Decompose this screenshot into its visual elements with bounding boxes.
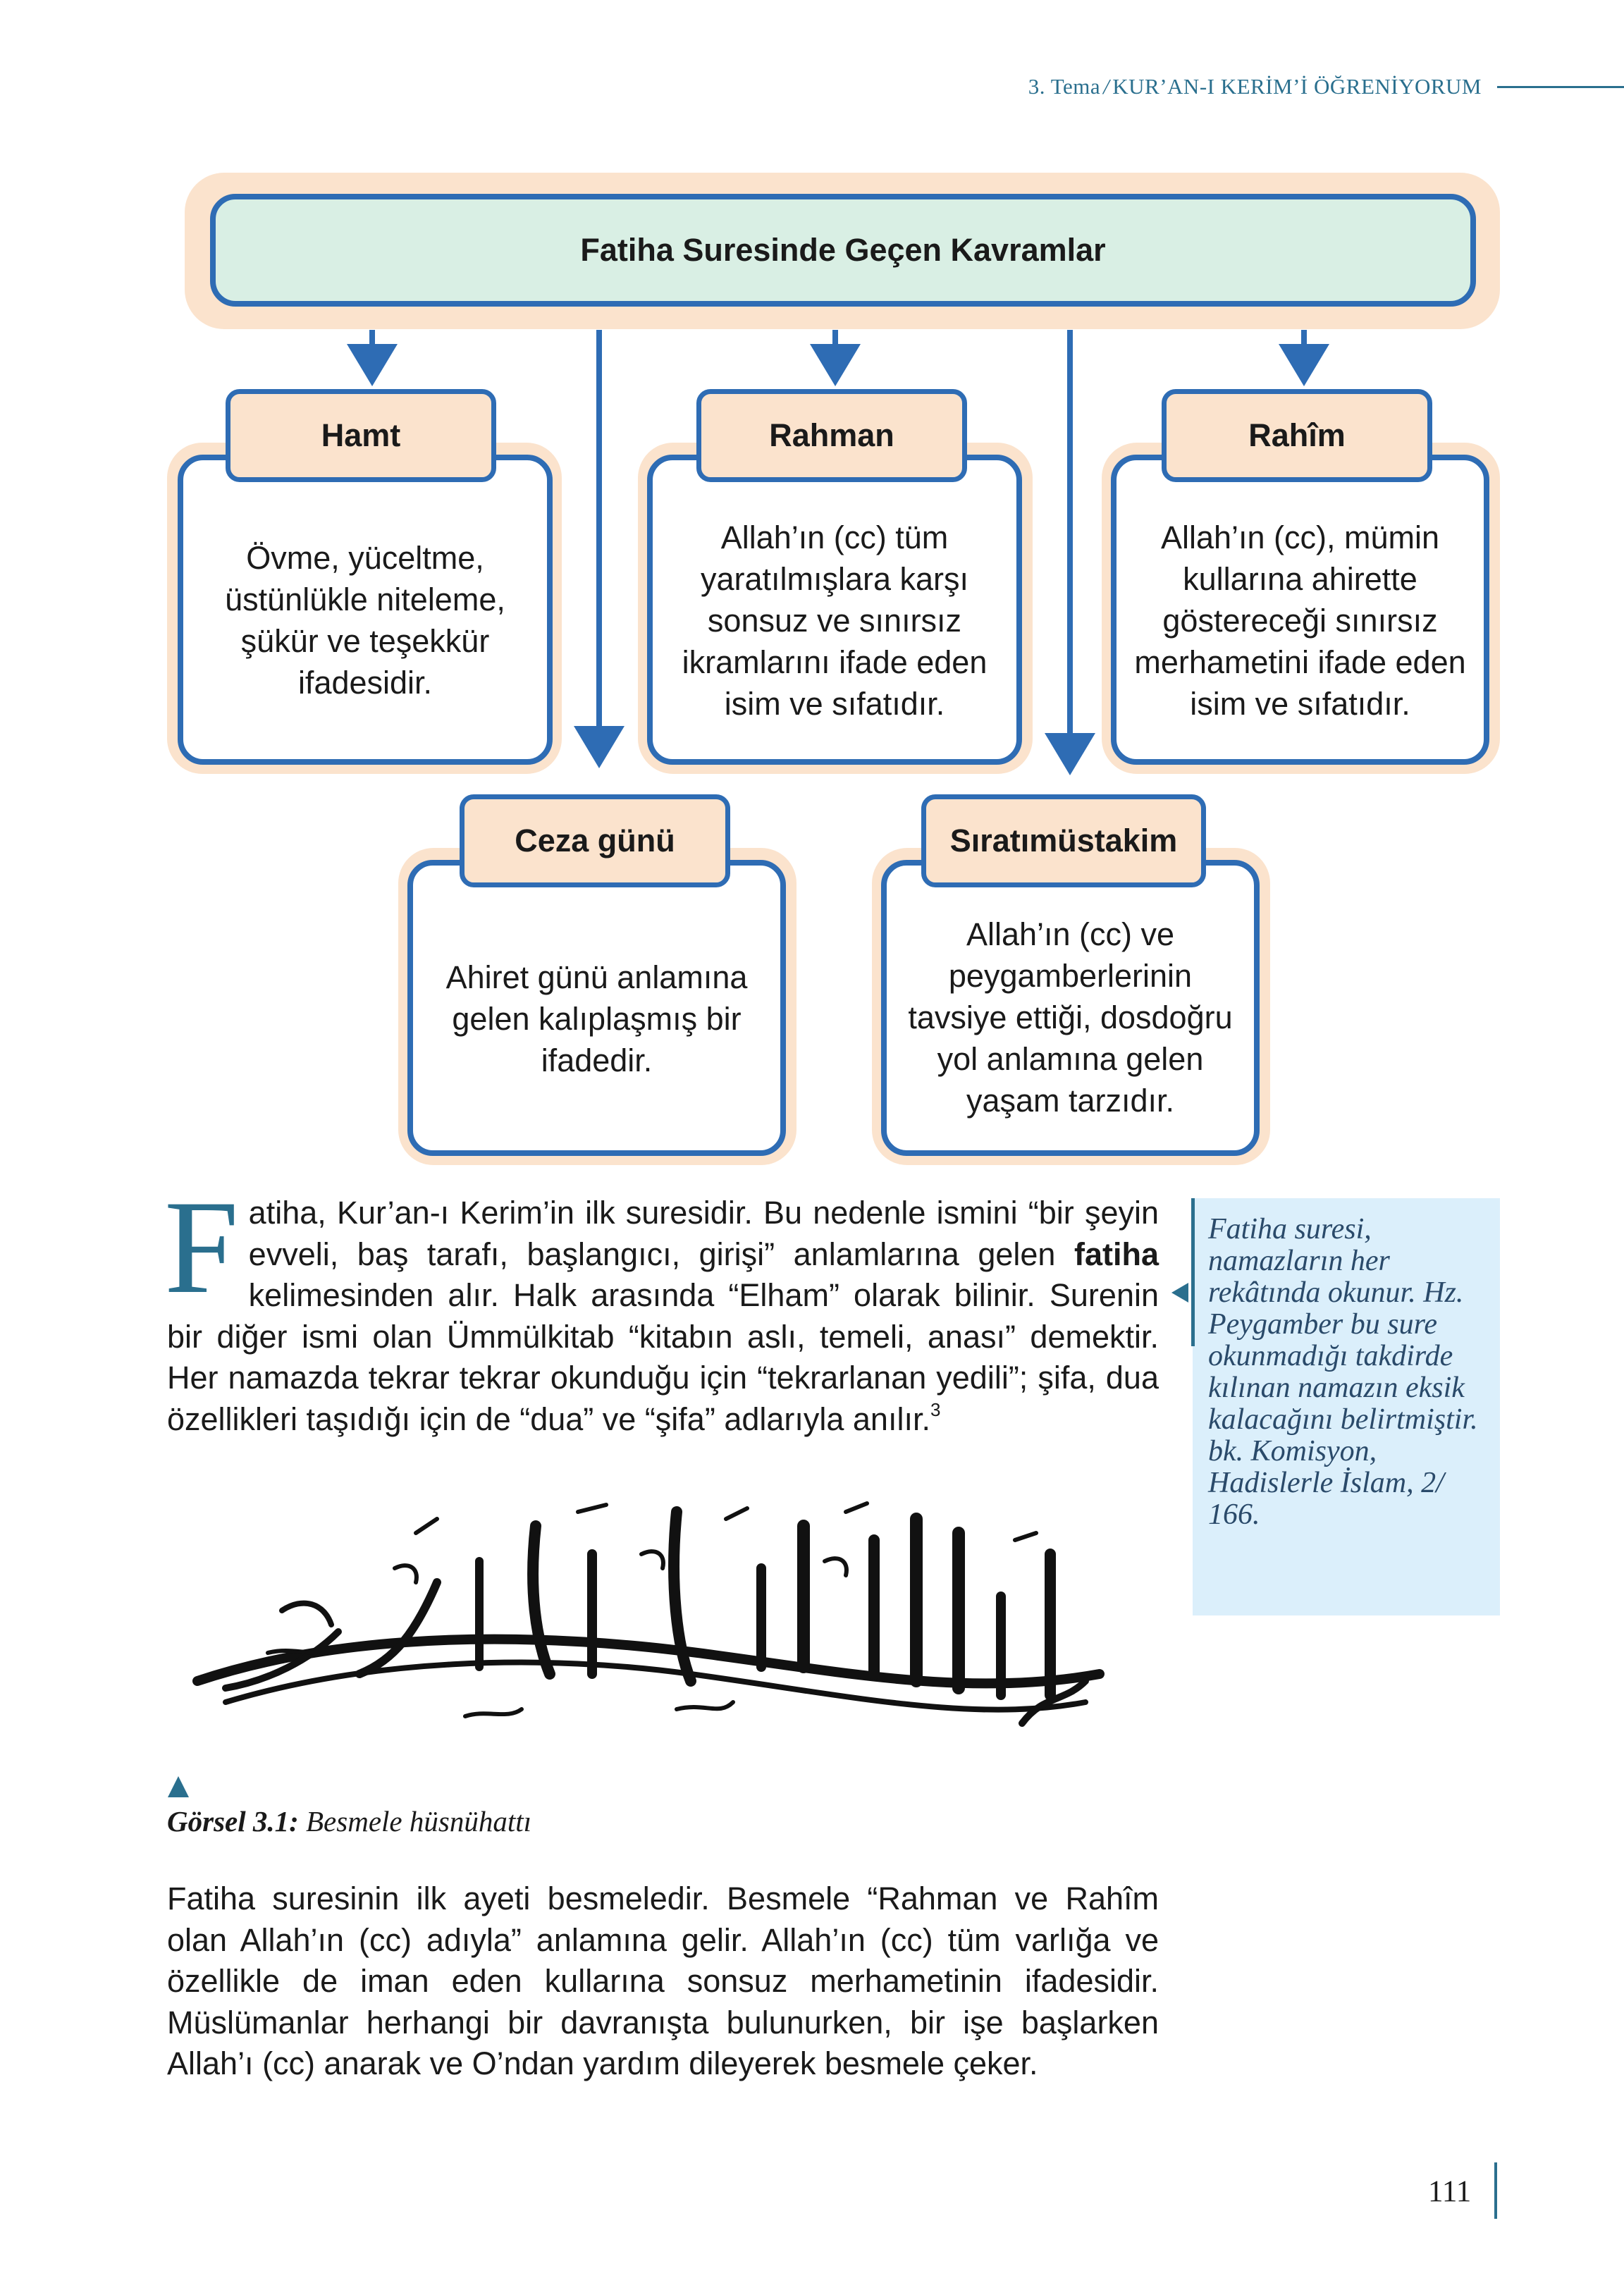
label-rahman: Rahman <box>696 389 967 482</box>
card-sirat-text: Allah’ın (cc) ve peygamberlerinin tavsiye ettiği, dosdoğru yol anlamına gelen yaşam tarzıdır. <box>908 916 1233 1119</box>
card-ceza-text: Ahiret günü anlamına gelen kalıplaşmış bir ifadedir. <box>445 959 748 1078</box>
card-hamt <box>178 455 553 765</box>
card-rahman <box>647 455 1022 765</box>
paragraph-fatiha: Fatiha, Kur’an-ı Kerim’in ilk suresidir. Bu nedenle ismini “bir şeyin evveli, baş tarafı, başlangıcı, girişi” anlamlarına gelen fatiha kelimesinden alır. Halk arasında “Elham” olarak bilinir. Surenin bir diğer ismi olan Ümmülkitab “kitabın aslı, temeli, anası” demektir. Her namazda tekrar tekrar okunduğu için “tekrarlanan yedili”; şifa, dua özellikleri taşıdığı için de “dua” ve “şifa” adlarıyla anılır.$^3$ <box>164 1174 1159 1437</box>
figure-caption: Görsel 3.1: Besmele hüsnühattı <box>167 1805 531 1837</box>
side-note-bar <box>1191 1198 1195 1346</box>
card-rahim-text: Allah’ın (cc), mümin kullarına ahirette göstereceği sınırsız merhametini ifade eden isim ve sıfatıdır. <box>1134 519 1466 722</box>
label-hamt: Hamt <box>226 389 496 482</box>
diagram-title: Fatiha Suresinde Geçen Kavramlar <box>210 194 1476 307</box>
label-rahim: Rahîm <box>1162 389 1432 482</box>
page-number-rule <box>1494 2162 1497 2219</box>
card-rahman-text: Allah’ın (cc) tüm yaratılmışlara karşı sonsuz ve sınırsız ikramlarını ifade eden isim ve sıfatıdır. <box>682 519 988 722</box>
paragraph-besmele: Fatiha suresinin ilk ayeti besmeledir. Besmele “Rahman ve Rahîm olan Allah’ın (cc) adıyla” anlamına gelir. Allah’ın (cc) tüm varlığa ve özellikle de iman eden kullarına sonsuz merhametinin ifadesidir. Müslümanlar herhangi bir davranışta bulunurken, bir işe başlarken Allah’ı (cc) anarak ve O’ndan yardım dileyerek besmele çeker. <box>167 1880 1159 2081</box>
card-ceza <box>407 860 786 1156</box>
arrowhead-rahman <box>810 344 861 386</box>
label-sirat: Sıratımüstakim <box>921 794 1206 887</box>
side-note <box>1193 1198 1500 1615</box>
side-note-text: Fatiha suresi, namazların her rekâtında okunur. Hz. Peygamber bu sure okunmadığı takdirde kılınan namazın eksik kalacağını belirtmiştir. bk. Komisyon, Hadislerle İslam, 2/ 166. <box>1208 1213 1478 1531</box>
footnote-ref: 3 <box>930 1398 941 1420</box>
header-text: 3. Tema / KUR’AN-I KERİM’İ ÖĞRENİYORUM <box>1028 74 1482 99</box>
header-rule <box>1497 86 1624 88</box>
running-header <box>1028 69 1624 104</box>
arrowhead-ceza <box>574 726 625 768</box>
drop-cap: F <box>164 1174 239 1322</box>
page-number: 111 <box>1428 2175 1472 2208</box>
card-sirat <box>881 860 1260 1156</box>
label-ceza: Ceza günü <box>460 794 730 887</box>
side-note-pointer-icon <box>1171 1283 1188 1303</box>
besmele-calligraphy-image <box>183 1470 1121 1766</box>
arrowhead-sirat <box>1045 733 1095 775</box>
card-rahim <box>1111 455 1489 765</box>
card-hamt-text: Övme, yüceltme, üstünlükle niteleme, şükür ve teşekkür ifadesidir. <box>225 540 505 701</box>
arrowhead-rahim <box>1279 344 1329 386</box>
bold-term: fatiha <box>1074 1236 1159 1272</box>
caption-pointer-icon <box>168 1776 189 1797</box>
arrowhead-hamt <box>347 344 398 386</box>
